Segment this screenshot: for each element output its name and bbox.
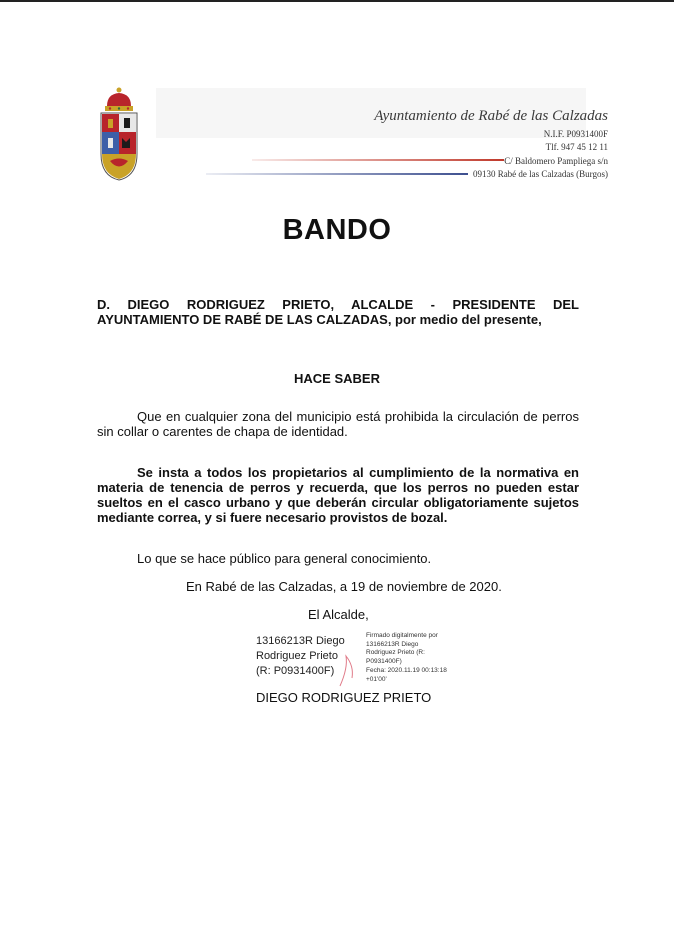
letterhead-city: 09130 Rabé de las Calzadas (Burgos) (472, 169, 608, 179)
digital-signature-name (256, 634, 345, 679)
letterhead-blue-rule (206, 173, 468, 175)
signature-detail-line: P0931400F) (366, 658, 402, 666)
intro-paragraph: D. DIEGO RODRIGUEZ PRIETO, ALCALDE - PRESIDENTE DEL AYUNTAMIENTO DE RABÉ DE LAS CALZADAS, por medio del presente, (97, 297, 579, 327)
letterhead-address: C/ Baldomero Pampliega s/n (504, 156, 608, 166)
signature-detail-line: +01'00' (366, 675, 387, 683)
letterhead-title: Ayuntamiento de Rabé de las Calzadas (374, 108, 608, 124)
paragraph-normativa: Se insta a todos los propietarios al cumplimiento de la normativa en materia de tenencia de perros y recuerda, que los perros no pueden estar sueltos en el casco urbano y que deberán circular obligatoriamente sujetos mediante correa, y si fuere necesario provistos de bozal. (97, 465, 579, 525)
letterhead-nif: N.I.F. P0931400F (543, 129, 608, 139)
signature-line: 13166213R Diego (256, 635, 345, 647)
signature-stroke-icon (334, 648, 362, 688)
letterhead-red-rule (252, 159, 504, 161)
document-title: BANDO (282, 214, 392, 246)
alcalde-label: El Alcalde, (308, 607, 369, 622)
signature-line: (R: P0931400F) (256, 665, 335, 677)
date-line: En Rabé de las Calzadas, a 19 de noviembre de 2020. (186, 579, 502, 594)
signature-detail-line: Rodriguez Prieto (R: (366, 649, 425, 657)
signature-detail-line: Firmado digitalmente por (366, 632, 438, 639)
digital-signature-details (366, 632, 447, 684)
signature-line: Rodriguez Prieto (256, 650, 338, 662)
letterhead-phone: Tlf. 947 45 12 11 (545, 142, 608, 152)
paragraph-publication: Lo que se hace público para general conocimiento. (137, 551, 432, 566)
signer-name: DIEGO RODRIGUEZ PRIETO (256, 690, 432, 705)
hace-saber-heading: HACE SABER (294, 371, 380, 386)
top-edge-line (0, 0, 674, 2)
signature-detail-line: Fecha: 2020.11.19 00:13:18 (366, 666, 447, 674)
coat-of-arms-icon (96, 86, 142, 182)
paragraph-prohibition: Que en cualquier zona del municipio está prohibida la circulación de perros sin collar o carentes de chapa de identidad. (97, 409, 579, 439)
signature-detail-line: 13166213R Diego (366, 640, 419, 648)
